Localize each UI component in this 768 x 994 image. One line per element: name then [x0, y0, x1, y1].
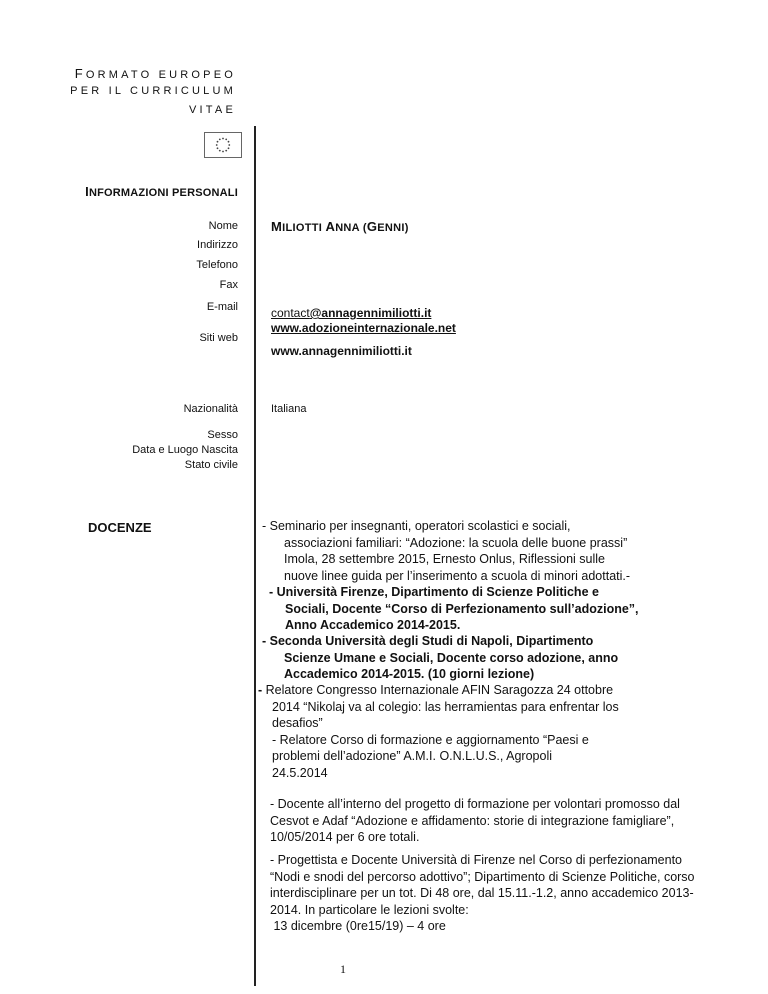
website-link-1[interactable]: www.adozioneinternazionale.net — [271, 321, 456, 335]
header-title-line1: FORMATO EUROPEO — [74, 66, 236, 81]
website-link-2[interactable]: www.annagennimiliotti.it — [271, 344, 412, 358]
label-indirizzo: Indirizzo — [197, 239, 238, 251]
label-fax: Fax — [219, 279, 238, 291]
label-telefono: Telefono — [196, 259, 238, 271]
header-title-line2: PER IL CURRICULUM — [70, 85, 236, 97]
vertical-divider — [254, 126, 256, 986]
label-stato-civile: Stato civile — [184, 459, 238, 471]
label-nome: Nome — [208, 220, 238, 232]
docenze-block-6: - Progettista e Docente Università di Firenze nel Corso di perfezionamento “Nodi e snodi del percorso adottivo”; Dipartimento di Scienze Politiche, corso interdisciplinare per un tot. Di 48 ore, dal 15.11.-1.2, anno accademico 2013- 2014. In particolare le lezioni svolte: 13 dicembre (0re15/19) – 4 ore — [270, 853, 695, 933]
email-link[interactable]: contact@annagennimiliotti.it — [271, 306, 432, 320]
nazionalita-value: Italiana — [271, 403, 307, 415]
section-title-docenze: DOCENZE — [88, 520, 152, 535]
docenze-block-4: - Relatore Congresso Internazionale AFIN Saragozza 24 ottobre 2014 “Nikolaj va al colegio: las herramientas para enfrentar los desafios” - Relatore Corso di formazione e aggiornamento “Paesi e problemi dell’adozione” A.M.I. O.N.L.U.S., Agropoli 24.5.2014 — [258, 683, 619, 780]
eu-flag-icon — [204, 132, 242, 158]
name-value: MILIOTTI ANNA (GENNI) — [271, 219, 409, 234]
header-title-line3: VITAE — [189, 104, 236, 116]
label-siti-web: Siti web — [199, 332, 238, 344]
docenze-block-3: - Seconda Università degli Studi di Napoli, Dipartimento Scienze Umane e Sociali, Docente corso adozione, anno Accademico 2014-2015. (10 giorni lezione) — [262, 634, 619, 681]
page-number: 1 — [340, 962, 346, 976]
section-title-personal-info: INFORMAZIONI PERSONALI — [85, 184, 238, 199]
docenze-block-2: - Università Firenze, Dipartimento di Scienze Politiche e Sociali, Docente “Corso di Perfezionamento sull’adozione”, Anno Accademico 2014-2015. — [269, 585, 639, 632]
docenze-block-5: - Docente all’interno del progetto di formazione per volontari promosso dal Cesvot e Adaf “Adozione e affidamento: storie di integrazione famigliare”, 10/05/2014 per 6 ore totali. — [270, 797, 680, 844]
docenze-block-1: - Seminario per insegnanti, operatori scolastici e sociali, associazioni familiari: “Adozione: la scuola delle buone prassi” Imola, 28 settembre 2015, Ernesto Onlus, Riflessioni sulle nuove linee guida per l’inserimento a scuola di minori adottati.- — [262, 519, 631, 583]
label-email: E-mail — [206, 301, 238, 313]
label-sesso: Sesso — [207, 429, 238, 441]
label-data-luogo-nascita: Data e Luogo Nascita — [132, 444, 238, 456]
label-nazionalita: Nazionalità — [183, 403, 238, 415]
